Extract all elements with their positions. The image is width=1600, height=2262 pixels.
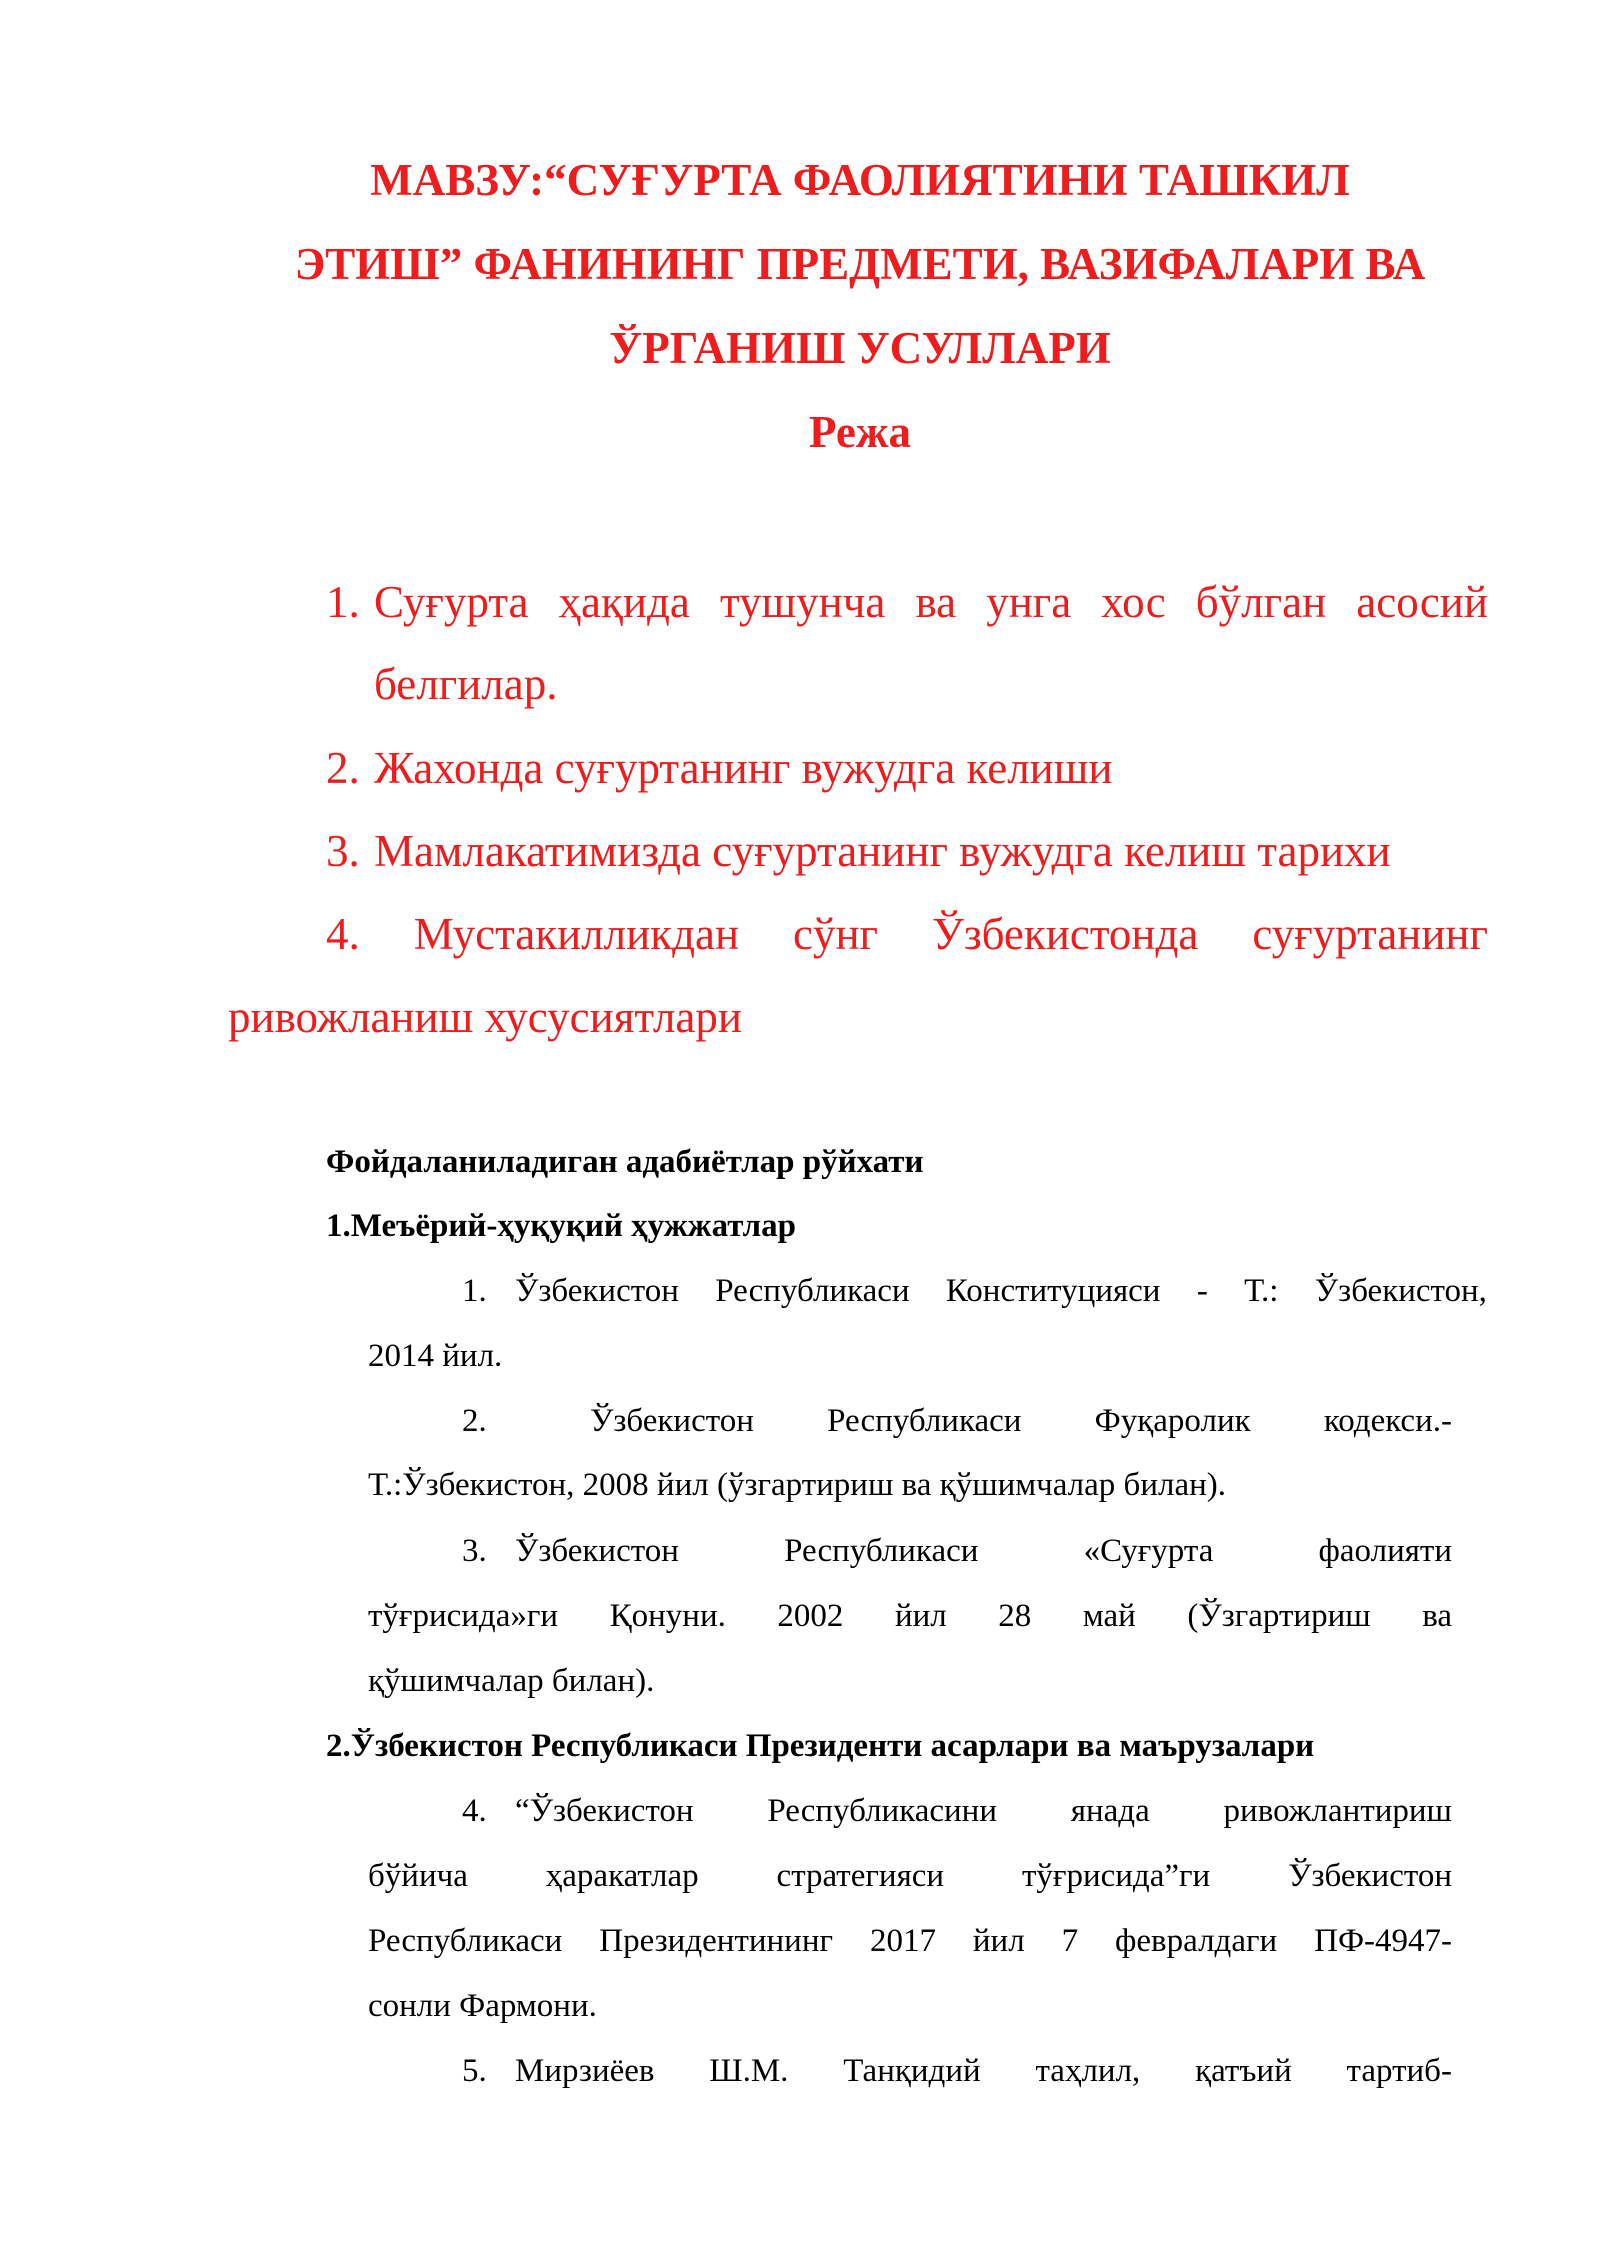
ref-3-line2 <box>368 1594 1452 1638</box>
ref-1-number: 1. <box>462 1273 487 1309</box>
word: 4. <box>326 909 360 959</box>
ref-4-line3 <box>368 1919 1452 1963</box>
word: Фуқаролик <box>1094 1403 1251 1439</box>
word: Мирзиёев <box>515 2053 655 2089</box>
plan-item-1-number: 1. <box>326 577 360 627</box>
word: Республикаси <box>827 1403 1022 1439</box>
word: 2017 <box>869 1923 936 1959</box>
word: Президентининг <box>599 1923 834 1959</box>
ref-2-number: 2. <box>462 1403 487 1439</box>
ref-4-number: 4. <box>462 1793 487 1829</box>
word: таҳлил, <box>1035 2053 1141 2089</box>
word: Мустакилликдан <box>413 909 740 959</box>
ref-4-line1 <box>515 1789 1452 1833</box>
word: ва <box>1422 1598 1452 1634</box>
word: Т.: <box>1244 1273 1279 1309</box>
word: Ўзбекистон <box>1288 1858 1452 1894</box>
word: фаолияти <box>1318 1533 1452 1569</box>
word: май <box>1082 1598 1136 1634</box>
word: Конституцияси <box>945 1273 1161 1309</box>
plan-item-1-line2: белгилар. <box>374 659 558 709</box>
plan-item-4-line2: ривожланиш хусусиятлари <box>228 992 742 1042</box>
word: 2002 <box>777 1598 844 1634</box>
ref-5-number: 5. <box>462 2053 487 2089</box>
word: қатъий <box>1195 2053 1292 2089</box>
ref-4-line2 <box>368 1854 1452 1898</box>
word: ва <box>915 577 957 627</box>
word: (Ўзгартириш <box>1187 1598 1371 1634</box>
word: суғуртанинг <box>1252 909 1488 959</box>
ref-1-line1 <box>515 1269 1487 1313</box>
word: февралдаги <box>1115 1923 1278 1959</box>
word: стратегияси <box>776 1858 945 1894</box>
references-heading: Фойдаланиладиган адабиётлар рўйхати <box>326 1144 924 1180</box>
word: йил <box>894 1598 947 1634</box>
word: «Суғурта <box>1083 1533 1214 1569</box>
ref-1-line2: 2014 йил. <box>368 1338 503 1374</box>
word: Республикаси <box>368 1923 563 1959</box>
word: ПФ-4947- <box>1314 1923 1452 1959</box>
word: Ўзбекистон <box>515 1273 679 1309</box>
word: Республикасини <box>767 1793 998 1829</box>
word: Ўзбекистонда <box>931 909 1199 959</box>
ref-3-line1 <box>515 1529 1452 1573</box>
word: Қонуни. <box>609 1598 726 1634</box>
word: тўғрисида”ги <box>1021 1858 1211 1894</box>
word: Ўзбекистон, <box>1314 1273 1487 1309</box>
word: “Ўзбекистон <box>515 1793 694 1829</box>
plan-item-3-number: 3. <box>326 826 360 876</box>
word: хос <box>1101 577 1166 627</box>
ref-2-line2: Т.:Ўзбекистон, 2008 йил (ўзгартириш ва қўшимчалар билан). <box>368 1467 1227 1503</box>
title-line-3: ЎРГАНИШ УСУЛЛАРИ <box>609 323 1111 373</box>
word: унга <box>986 577 1072 627</box>
word: асосий <box>1356 577 1488 627</box>
ref-5-line1 <box>515 2049 1452 2093</box>
ref-4-line4: сонли Фармони. <box>368 1988 597 2024</box>
word: тартиб- <box>1346 2053 1452 2089</box>
plan-item-2-text: Жахонда суғуртанинг вужудга келиши <box>374 743 1113 793</box>
section-1-heading: 1.Меъёрий-ҳуқуқий ҳужжатлар <box>326 1208 796 1244</box>
word: Ўзбекистон <box>590 1403 754 1439</box>
word: 7 <box>1061 1923 1079 1959</box>
word: сўнг <box>793 909 879 959</box>
word: Ўзбекистон <box>515 1533 679 1569</box>
word: Ш.М. <box>709 2053 789 2089</box>
word: ривожлантириш <box>1223 1793 1452 1829</box>
word: янада <box>1070 1793 1150 1829</box>
word: Танқидий <box>843 2053 981 2089</box>
word: ҳақида <box>558 577 690 627</box>
section-2-heading: 2.Ўзбекистон Республикаси Президенти асарлари ва маърузалари <box>326 1728 1315 1764</box>
word: ҳаракатлар <box>545 1858 699 1894</box>
title-line-1: МАВЗУ:“СУҒУРТА ФАОЛИЯТИНИ ТАШКИЛ <box>370 155 1350 205</box>
word: Республикаси <box>784 1533 979 1569</box>
plan-heading: Режа <box>809 407 911 457</box>
word: тушунча <box>719 577 886 627</box>
word: бўлган <box>1195 577 1327 627</box>
word: кодекси.- <box>1323 1403 1452 1439</box>
title-line-2: ЭТИШ” ФАНИНИНГ ПРЕДМЕТИ, ВАЗИФАЛАРИ ВА <box>294 239 1426 289</box>
word: - <box>1196 1273 1208 1309</box>
plan-item-4-line1 <box>326 906 1488 962</box>
plan-item-2-number: 2. <box>326 743 360 793</box>
ref-3-line3: қўшимчалар билан). <box>368 1663 655 1699</box>
plan-item-1-line1 <box>374 574 1488 630</box>
word: Суғурта <box>374 577 529 627</box>
word: 28 <box>998 1598 1032 1634</box>
word: тўғрисида»ги <box>368 1598 559 1634</box>
word: йил <box>972 1923 1025 1959</box>
plan-item-3-text: Мамлакатимизда суғуртанинг вужудга келиш тарихи <box>374 826 1391 876</box>
word: Республикаси <box>715 1273 910 1309</box>
word: бўйича <box>368 1858 468 1894</box>
ref-2-line1 <box>590 1399 1452 1443</box>
ref-3-number: 3. <box>462 1533 487 1569</box>
